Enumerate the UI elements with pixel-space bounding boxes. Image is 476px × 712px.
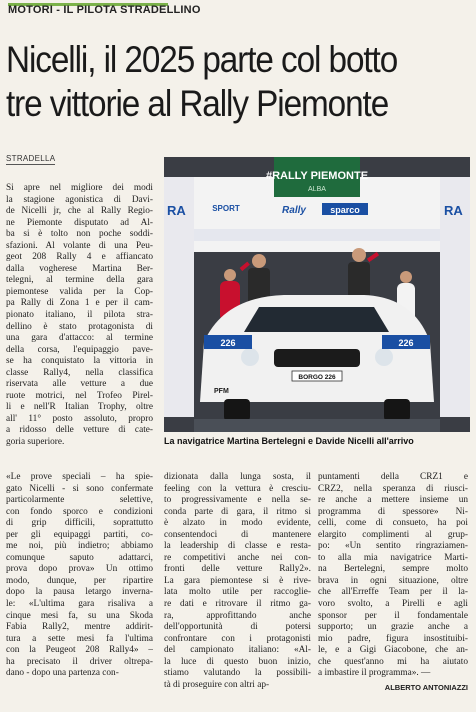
arch-logo: #RALLY PIEMONTE [265, 170, 369, 182]
body-line: po: «Un sentito ringraziamen- [318, 541, 468, 552]
body-line: feeling con la vettura è cresciu- [164, 483, 311, 494]
body-line: stiamo valutando la possibili- [164, 668, 311, 679]
body-line: na Bertelegni, sempre molto [318, 564, 468, 575]
body-line: con la Peugeot 208 Rally4» – [6, 645, 153, 656]
left-panel-text: RA [167, 203, 186, 218]
body-line: la luce di questo buon inizio, [164, 656, 311, 667]
body-line: voro svolto, a Pirelli e agli [318, 599, 468, 610]
body-line: ha precisato il driver oltrepa- [6, 656, 153, 667]
body-line: particolarmente selettive, [6, 495, 153, 506]
body-line: ba si è tolto non poche soddi- [6, 229, 153, 240]
section-label: STRADELLA [6, 154, 56, 163]
body-line: per gli equipaggi partiti, co- [6, 529, 153, 540]
body-column-2 [6, 472, 153, 680]
headline-line: Nicelli, il 2025 parte col botto [6, 39, 398, 80]
body-line: conda parte di gara, il ritmo si [164, 506, 311, 517]
body-line: ne Piemonte disputato ad Al- [6, 217, 153, 228]
car-plate: BORGO 226 [298, 374, 336, 381]
front-right-wheel [384, 399, 410, 421]
front-left-wheel [224, 399, 250, 421]
body-line: a imbastire il programma». — [318, 668, 431, 679]
body-line: con fondo sporco e condizioni [6, 506, 153, 517]
body-line: celli, come di consueto, ha poi [318, 518, 468, 529]
body-line: goria superiore. [6, 437, 65, 448]
body-line: lata molto utile per raccoglie- [164, 587, 311, 598]
grille [274, 349, 360, 367]
body-line: del campionato italiano: «Al- [164, 645, 311, 656]
body-line: ruote motrici, nel Trofeo Pirel- [6, 390, 153, 401]
body-line: di grip difficili, soprattutto [6, 518, 153, 529]
body-line: telegni, al termine della gara [6, 275, 153, 286]
body-line: a ridosso delle vetture di cate- [6, 425, 153, 436]
body-line: confrontare con i protagonisti [164, 633, 311, 644]
photo-illustration [164, 157, 470, 432]
banner-sparco: sparco [330, 205, 360, 215]
body-line: re dati e ritrovare il ritmo ga- [164, 599, 311, 610]
podium-photo [164, 157, 470, 432]
photo-caption: La navigatrice Martina Bertelegni e Davide Nicelli all'arrivo [164, 436, 414, 446]
body-line: me noi, più indietro; abbiamo [6, 541, 153, 552]
body-line: è alzato in modo evidente, [164, 518, 311, 529]
body-line: programma di spessore» Ni- [318, 506, 468, 517]
body-line: elargito complimenti al grup- [318, 529, 468, 540]
body-line: to progressivamente e nella se- [164, 495, 311, 506]
body-line: La gara piemontese si è rive- [164, 575, 311, 586]
body-line: dano - dopo una partenza con- [6, 668, 119, 679]
body-line: «Le prove speciali – ha spie- [6, 472, 153, 482]
byline: ALBERTO ANTONIAZZI [384, 683, 468, 692]
body-line: le: «L'ultima gara risaliva a [6, 599, 153, 610]
body-line: mio padre, figura insostituibi- [318, 633, 468, 644]
race-number-right: 226 [398, 338, 414, 348]
body-line: pa Rally di Zona 1 e per il cam- [6, 298, 153, 309]
body-column-1 [6, 183, 153, 449]
body-line: ra, approfittando anche [164, 610, 311, 621]
body-line: Si apre nel migliore dei modi [6, 183, 153, 193]
body-line: riservata alle vetture a due [6, 379, 153, 390]
body-line: tà di proseguire con altri ap- [164, 679, 270, 690]
body-line: consentendoci di mantenere [164, 529, 311, 540]
kicker: MOTORI - IL PILOTA STRADELLINO [8, 4, 201, 16]
body-line: prova dopo prova» Un ottimo [6, 564, 153, 575]
body-line: pionato italiano, il pilota stra- [6, 310, 153, 321]
body-line: dell'opportunità di potersi [164, 622, 311, 633]
body-line: sfazioni. Al volante di una Peu- [6, 240, 153, 251]
body-line: una gara d'attacco: al termine [6, 333, 153, 344]
body-line: se ha conquistato la vittoria in [6, 356, 153, 367]
body-line: sponsor per il fondamentale [318, 610, 468, 621]
car-side-label: PFM [214, 388, 229, 395]
body-column-4 [318, 472, 468, 680]
body-line: le, e a Gigi Giacobone, che an- [318, 645, 468, 656]
body-line: che all'Erreffe Team per il la- [318, 587, 468, 598]
body-line: cinque mesi fa, su una Skoda [6, 610, 153, 621]
body-line: de Nicelli jr, che al Rally Regio- [6, 206, 153, 217]
body-line: classe Rally4, nella classifica [6, 367, 153, 378]
body-line: Fabia Rally2, mentre addirit- [6, 622, 153, 633]
race-number: 226 [220, 338, 236, 348]
body-line: re competitivi anche nei con- [164, 552, 311, 563]
body-line: modo, dunque, per ripartire [6, 575, 153, 586]
body-line: puntamenti della CRZ1 e [318, 472, 468, 482]
headline-line: tre vittorie al Rally Piemonte [6, 83, 389, 124]
arch-logo-sub: ALBA [308, 186, 326, 193]
body-line: tura a sette mesi fa l'ultima [6, 633, 153, 644]
codriver-head [352, 248, 366, 262]
body-line: all' 11° posto assoluto, propro [6, 413, 153, 424]
body-line: dalla vogherese Martina Ber- [6, 263, 153, 274]
right-panel-text: RA [444, 203, 463, 218]
body-line: gato Nicelli - si sono confermate [6, 483, 153, 494]
body-line: la stagione agonistica di Davi- [6, 194, 153, 205]
banner-sport: SPORT [212, 204, 240, 213]
body-line: dizionata dalla lunga sosta, il [164, 472, 311, 482]
driver-head [252, 254, 266, 268]
body-line: la leadership di classe e resta- [164, 541, 311, 552]
body-line: li e nell'R Italian Trophy, oltre [6, 402, 153, 413]
body-line: fronti delle vetture Rally2». [164, 564, 311, 575]
headline [6, 38, 425, 126]
body-column-3 [164, 472, 311, 691]
body-line: piemontese valida per la Cop- [6, 286, 153, 297]
body-line: che quest'anno mi ha aiutato [318, 656, 468, 667]
body-line: CRZ2, nella speranza di riusci- [318, 483, 468, 494]
body-line: to alla mia navigatrice Marti- [318, 552, 468, 563]
body-line: della corsa, l'equipaggio pave- [6, 344, 153, 355]
banner-rally: Rally [282, 205, 306, 216]
body-line: geot 208 Rally 4 e affiancato [6, 252, 153, 263]
body-line: comunque saputo adattarci, [6, 552, 153, 563]
body-line: dopo la pausa letargo inverna- [6, 587, 153, 598]
body-line: brava in ogni situazione, oltre [318, 575, 468, 586]
body-line: supporto; un grazie anche a [318, 622, 468, 633]
windscreen [244, 307, 389, 332]
body-line: dellino è stato protagonista di [6, 321, 153, 332]
body-line: re anche a mettere insieme un [318, 495, 468, 506]
